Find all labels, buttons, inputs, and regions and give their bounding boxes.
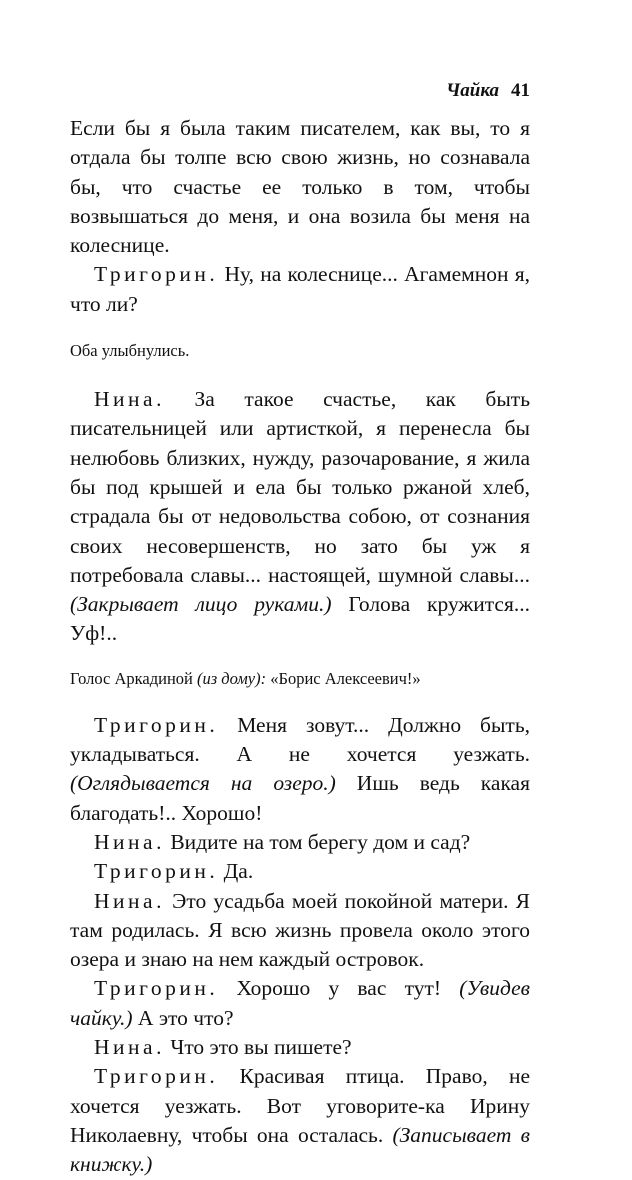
stage-direction-inline: (Увидев чайку.)	[70, 976, 530, 1030]
speech-trigorin-5	[70, 1062, 530, 1179]
speech-text: Хорошо у вас тут!	[236, 976, 442, 1001]
stage-text: «Борис Алексеевич!»	[270, 668, 421, 688]
stage-text: Голос Аркадиной	[70, 668, 193, 688]
stage-direction-inline: (Оглядывается на озеро.)	[70, 771, 336, 796]
speaker-name: Тригорин.	[94, 1064, 219, 1089]
speech-text: Красивая птица. Право, не хочется уезжать. Вот уговорите-ка Ирину Николаевну, чтобы она осталась.	[70, 1064, 530, 1147]
speech-trigorin-2	[70, 711, 530, 828]
speaker-name: Нина.	[94, 888, 165, 913]
speech-text: Меня зовут... Должно быть, укладываться. А не хочется уезжать.	[70, 712, 530, 767]
speech-text: Ишь ведь какая благодать!.. Хорошо!	[70, 771, 530, 825]
speech-text: Ну, на колеснице... Агамемнон я, что ли?	[70, 262, 530, 316]
paragraph-continuation: Если бы я была таким писателем, как вы, то я отдала бы толпе всю свою жизнь, но сознавала бы, что счастье ее только в том, чтобы возвышаться до меня, и она возила бы меня на колеснице.	[70, 116, 530, 258]
stage-direction-inline: (Записывает в книжку.)	[70, 1122, 530, 1177]
speaker-name: Тригорин.	[94, 859, 219, 884]
speech-trigorin-4	[70, 974, 530, 1033]
page-body	[70, 114, 530, 1180]
stage-direction-inline: (Закрывает лицо руками.)	[70, 592, 332, 617]
speech-text: Это усадьба моей покойной матери. Я там родилась. Я всю жизнь провела около этого озера и знаю на нем каждый островок.	[70, 888, 531, 972]
speech-text: Голова кружится... Уф!..	[70, 592, 530, 646]
speaker-name: Нина.	[94, 387, 165, 412]
header-title: Чайка	[446, 80, 499, 101]
speech-trigorin-3	[70, 857, 530, 886]
speech-text: Что это вы пишете?	[170, 1035, 352, 1060]
speaker-name: Тригорин.	[94, 262, 219, 287]
speech-nina-1	[70, 385, 530, 649]
speech-text: Видите на том берегу дом и сад?	[170, 829, 471, 854]
speaker-name: Тригорин.	[94, 976, 219, 1001]
stage-direction-inline: (из дому):	[196, 668, 267, 688]
speaker-name: Тригорин.	[94, 712, 219, 737]
speech-nina-2	[70, 828, 530, 857]
running-header	[446, 80, 530, 102]
speech-text: Да.	[223, 859, 254, 884]
speech-trigorin-1	[70, 260, 530, 319]
speaker-name: Нина.	[94, 829, 165, 854]
stage-direction-2	[70, 669, 530, 689]
stage-direction-1: Оба улыбнулись.	[70, 341, 190, 361]
speech-text: А это что?	[137, 1005, 234, 1030]
speech-nina-4	[70, 1033, 530, 1062]
speech-nina-3	[70, 887, 530, 975]
speaker-name: Нина.	[94, 1035, 165, 1060]
page-number: 41	[511, 80, 530, 101]
speech-text: За такое счастье, как быть писательницей или артисткой, я перенесла бы нелюбовь близких, нужду, разочарование, я жила бы под крышей и ела бы только ржаной хлеб, страдала бы от недовольства собою, от сознания своих несовершенств, но зато бы уж я потребовала славы... настоящей, шумной славы...	[70, 387, 531, 587]
